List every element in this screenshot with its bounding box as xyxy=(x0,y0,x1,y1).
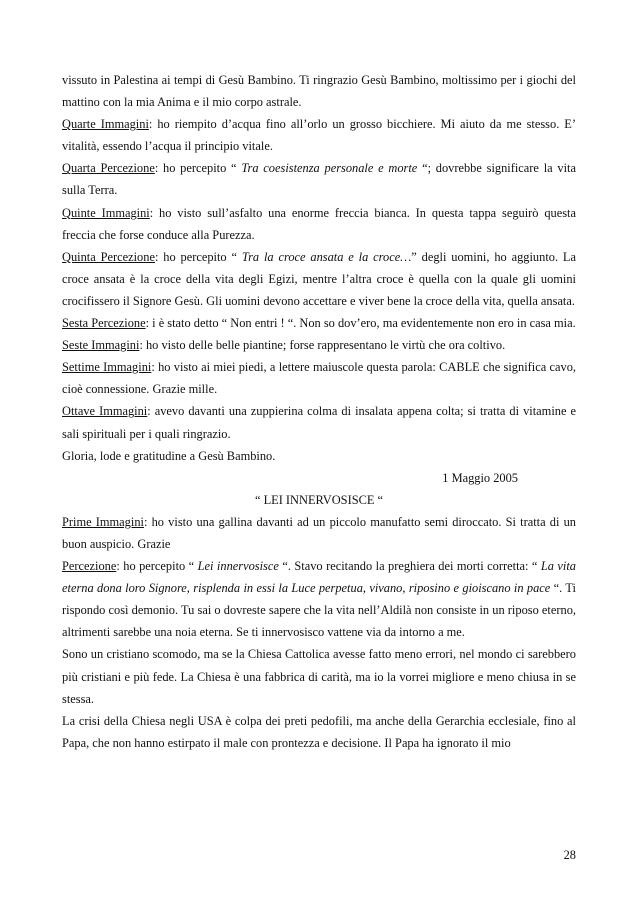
body-paragraph xyxy=(62,643,576,709)
section-heading xyxy=(62,489,576,511)
text-run: Gloria, lode e gratitudine a Gesù Bambino. xyxy=(62,448,276,463)
text-run: : i è stato detto “ Non entri ! “. Non so dov’ero, ma evidentemente non ero in casa mia. xyxy=(145,316,576,331)
body-paragraph xyxy=(62,710,576,754)
entry-label: Ottave Immagini xyxy=(62,404,148,419)
entry-label: Quinta Percezione xyxy=(62,249,155,264)
text-run: “ LEI INNERVOSISCE “ xyxy=(254,492,384,507)
body-paragraph xyxy=(62,113,576,157)
entry-label: Settime Immagini xyxy=(62,360,152,375)
text-run: ” degli uomini, ho aggiunto. La croce ansata è la croce della vita degli Egizi, mentre l’altra croce è quella con la quale gli uomini crocifissero il Signore Gesù. Gli uomini devono accettare e viver bene la croce della vita, quella ansata. xyxy=(62,249,576,308)
body-paragraph xyxy=(62,69,576,113)
page-body-text xyxy=(62,69,576,754)
text-run: : ho visto delle belle piantine; forse rappresentano le virtù che ora coltivo. xyxy=(139,338,506,353)
quoted-phrase: La vita eterna dona loro Signore, risplenda in essi la Luce perpetua, vivano, riposino e gioiscano in pace xyxy=(62,559,577,596)
entry-label: Quinte Immagini xyxy=(62,205,150,220)
entry-date xyxy=(62,467,576,489)
text-run: : avevo davanti una zuppierina colma di insalata appena colta; si tratta di vitamine e sali spirituali per i quali ringrazio. xyxy=(62,404,576,441)
text-run: : ho visto ai miei piedi, a lettere maiuscole questa parola: CABLE che significa cavo, cioè connessione. Grazie mille. xyxy=(62,360,576,397)
text-run: La crisi della Chiesa negli USA è colpa dei preti pedofili, ma anche della Gerarchia ecclesiale, fino al Papa, che non hanno estirpato il male con prontezza e decisione. Il Papa ha ignorato il mio xyxy=(62,713,576,750)
entry-label: Prime Immagini xyxy=(62,514,144,529)
text-run: vissuto in Palestina ai tempi di Gesù Bambino. Ti ringrazio Gesù Bambino, moltissimo per i giochi del mattino con la mia Anima e il mio corpo astrale. xyxy=(62,73,576,110)
entry-label: Percezione xyxy=(62,559,117,574)
body-paragraph xyxy=(62,312,576,334)
entry-label: Quarte Immagini xyxy=(62,117,149,132)
text-run: : ho percepito “ xyxy=(154,249,242,264)
page-number: 28 xyxy=(563,848,576,862)
body-paragraph xyxy=(62,246,576,312)
body-paragraph xyxy=(62,400,576,444)
entry-label: Quarta Percezione xyxy=(62,161,155,176)
text-run: : ho visto una gallina davanti ad un piccolo manufatto semi diroccato. Si tratta di un buon auspicio. Grazie xyxy=(62,514,576,551)
body-paragraph xyxy=(62,445,576,467)
quoted-phrase: Tra la croce ansata e la croce… xyxy=(241,249,412,264)
entry-label: Seste Immagini xyxy=(62,338,140,353)
quoted-phrase: Lei innervosisce xyxy=(197,559,279,574)
text-run: 1 Maggio 2005 xyxy=(442,470,518,485)
body-paragraph xyxy=(62,356,576,400)
body-paragraph xyxy=(62,202,576,246)
text-run: : ho percepito “ xyxy=(154,161,242,176)
text-run: : ho riempito d’acqua fino all’orlo un grosso bicchiere. Mi aiuto da me stesso. E’ vitalità, essendo l’acqua il principio vitale. xyxy=(62,117,576,154)
text-run: “. Stavo recitando la preghiera dei morti corretta: “ xyxy=(278,559,541,574)
body-paragraph xyxy=(62,511,576,555)
body-paragraph xyxy=(62,157,576,201)
body-paragraph xyxy=(62,334,576,356)
text-run: : ho percepito “ xyxy=(116,559,198,574)
entry-label: Sesta Percezione xyxy=(62,316,146,331)
text-run: “; dovrebbe significare la vita sulla Terra. xyxy=(62,161,576,198)
text-run: : ho visto sull’asfalto una enorme freccia bianca. In questa tappa seguirò questa freccia che forse conduce alla Purezza. xyxy=(62,205,576,242)
text-run: Sono un cristiano scomodo, ma se la Chiesa Cattolica avesse fatto meno errori, nel mondo ci sarebbero più cristiani e più fede. La Chiesa è una fabbrica di carità, ma io la vorrei migliore e meno chiusa in se stessa. xyxy=(62,647,576,706)
text-run: “. Ti rispondo così demonio. Tu sai o dovreste sapere che la vita nell’Aldilà non consiste in un riposo eterno, altrimenti sarebbe una noia eterna. Se ti innervosisco vattene via da intorno a me. xyxy=(62,581,576,640)
body-paragraph xyxy=(62,555,576,643)
quoted-phrase: Tra coesistenza personale e morte xyxy=(241,161,418,176)
